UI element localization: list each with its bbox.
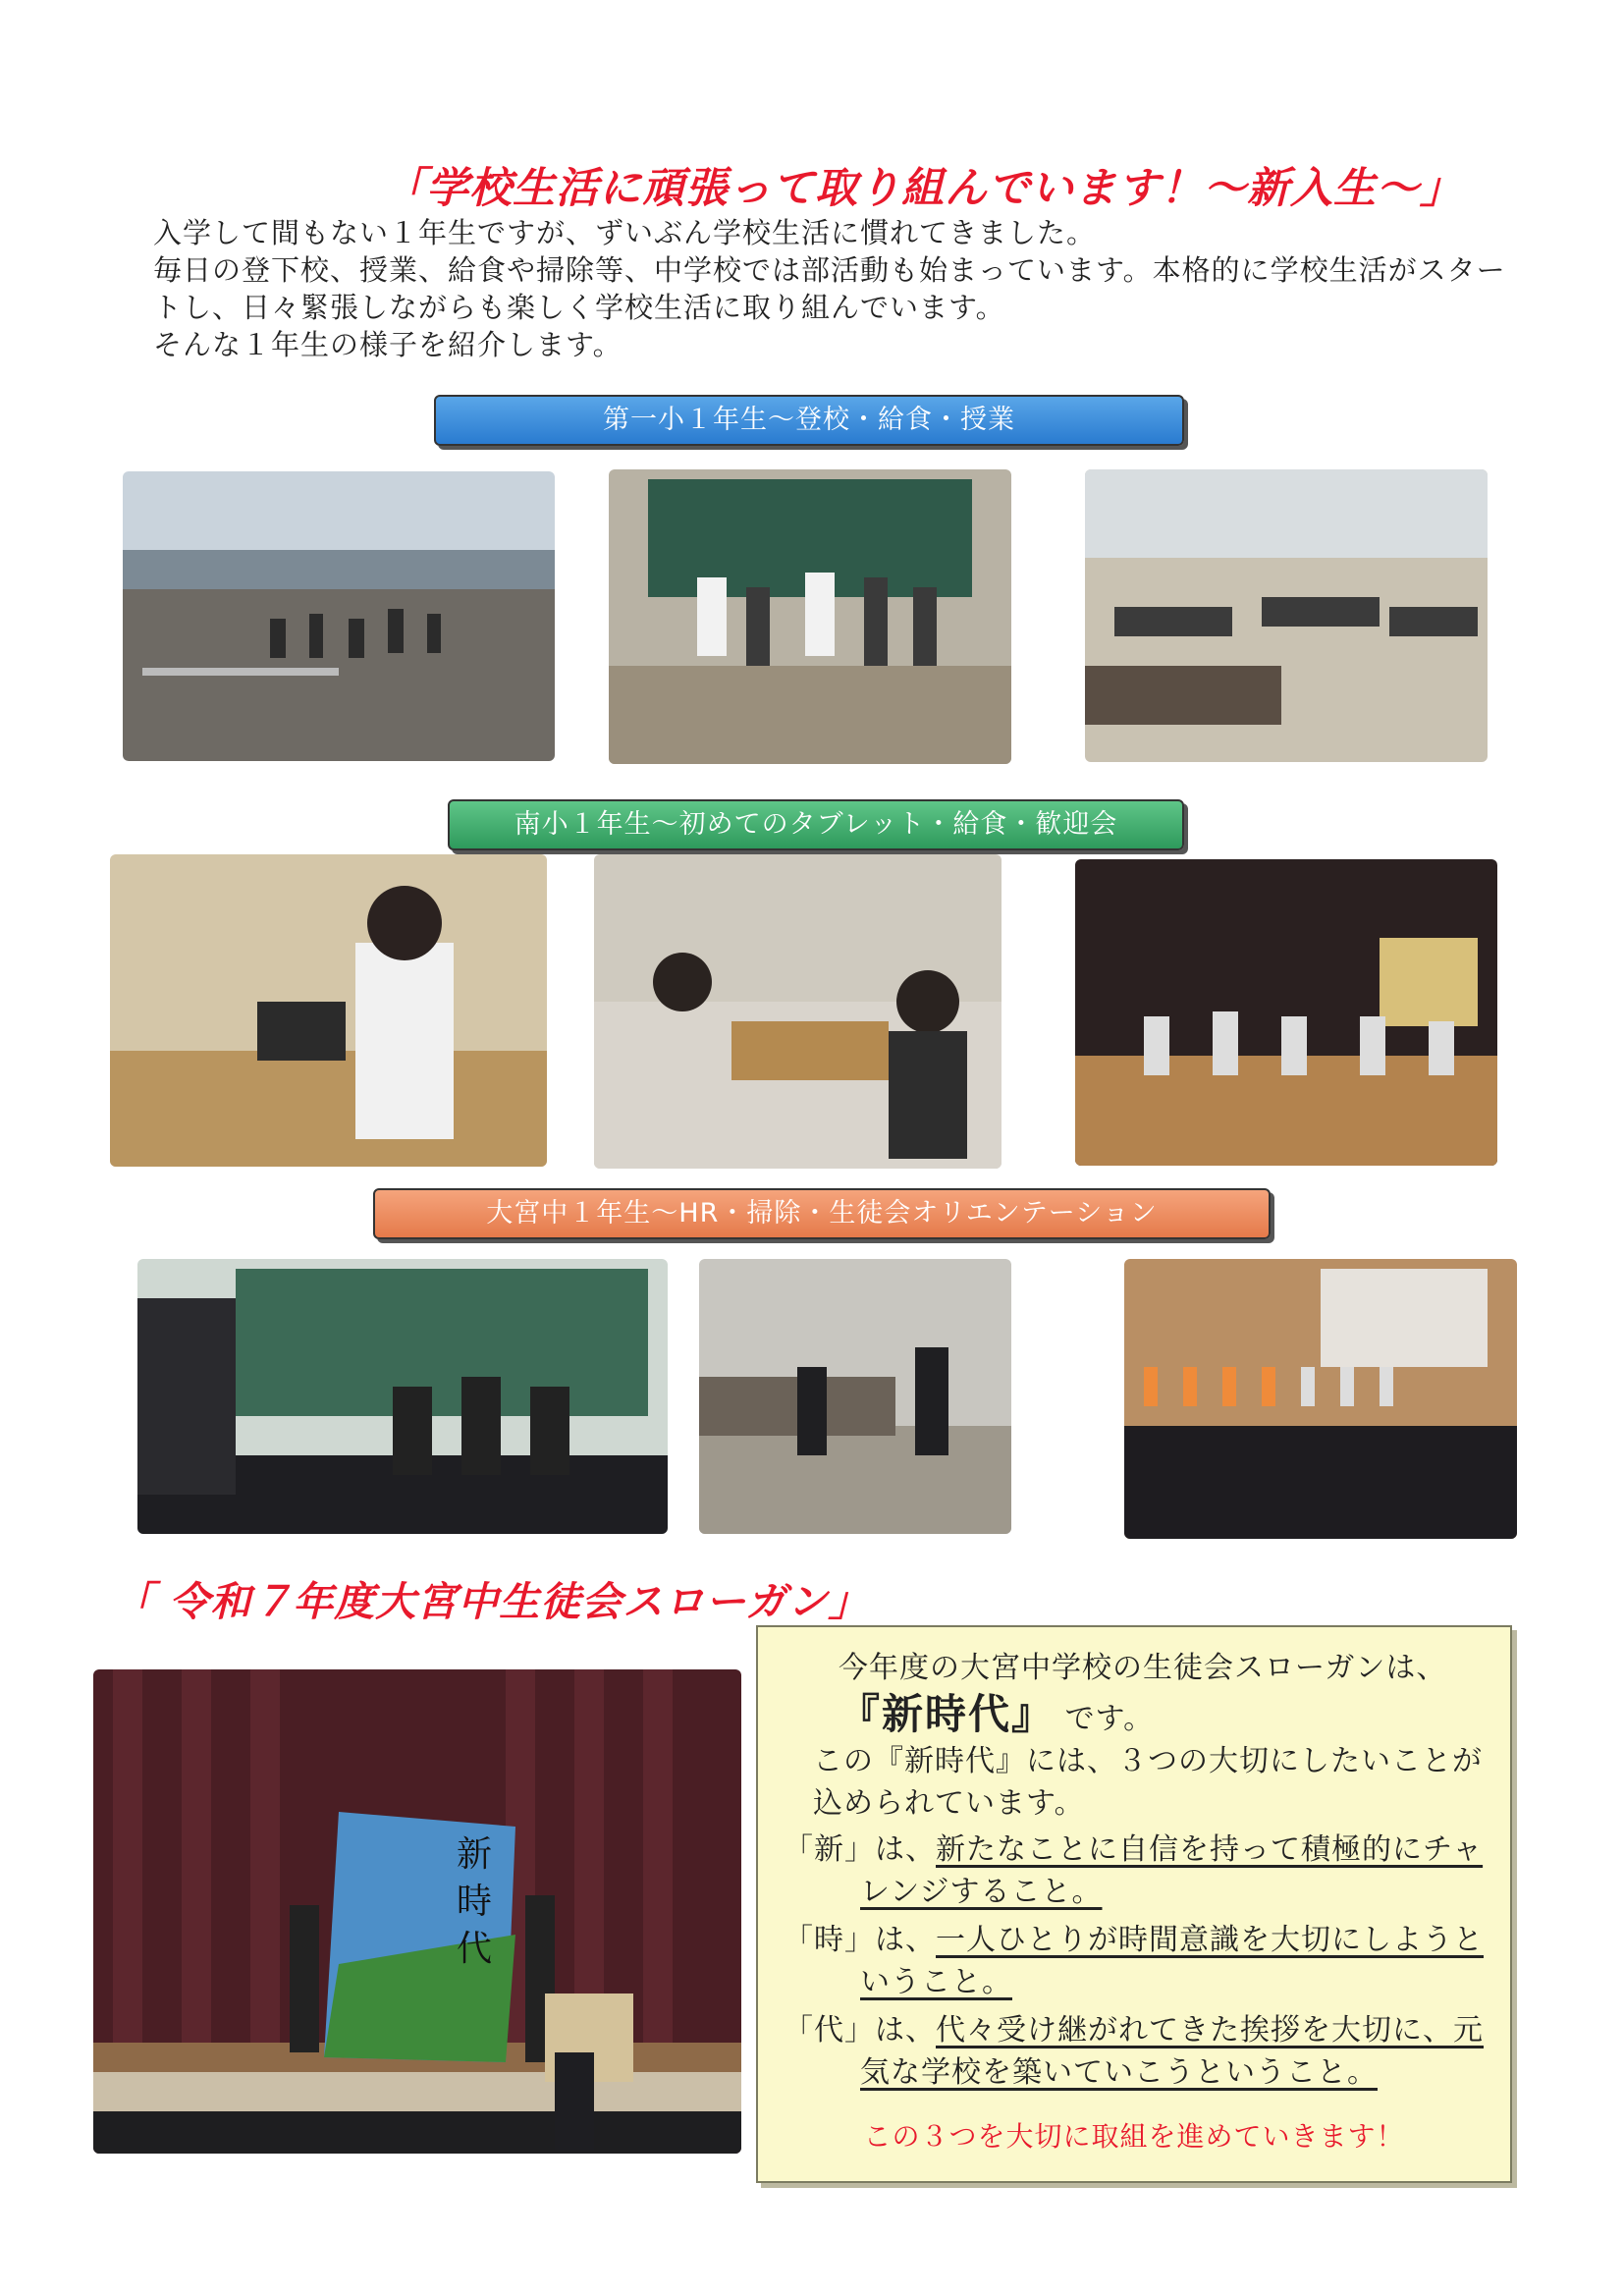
slogan-name: 『新時代』: [839, 1690, 1056, 1738]
slogan-item-text: 新たなことに自信を持って積極的にチャレンジすること。: [860, 1832, 1484, 1909]
slogan-explanation-box: [756, 1625, 1512, 2183]
photo-commute: [123, 471, 555, 761]
slogan-item-text: 一人ひとりが時間意識を大切にしようということ。: [860, 1923, 1484, 1999]
section-title-new-students: 「学校生活に頑張って取り組んでいます！～新入生～」: [383, 164, 1463, 213]
intro-text: [118, 214, 1512, 363]
photo-lunch-serving: [609, 469, 1011, 764]
photo-cleaning: [699, 1259, 1011, 1534]
intro-paragraph-1: 入学して間もない１年生ですが、ずいぶん学校生活に慣れてきました。: [153, 216, 1097, 249]
banner-omiya-junior-high: 大宮中１年生～HR・掃除・生徒会オリエンテーション: [373, 1188, 1271, 1239]
slogan-item-dai: [784, 2009, 1485, 2094]
slogan-suffix: です。: [1064, 1702, 1155, 1736]
photo-slogan-announcement: [93, 1669, 741, 2154]
photo-tablet-first-time: [110, 854, 547, 1167]
slogan-poster-text: 新時代: [457, 1834, 493, 1969]
slogan-line-1: 今年度の大宮中学校の生徒会スローガンは、: [839, 1651, 1447, 1685]
slogan-item-key: 「代」は、: [784, 2013, 936, 2048]
section-title-slogan: 「 令和７年度大宮中生徒会スローガン」: [113, 1578, 870, 1625]
intro-paragraph-3: そんな１年生の様子を紹介します。: [153, 328, 623, 361]
slogan-item-ji: [784, 1919, 1485, 2003]
photo-classroom-lesson: [1085, 469, 1488, 762]
photo-lunch-minami: [594, 854, 1001, 1169]
photo-welcome-party: [1075, 859, 1497, 1166]
slogan-item-key: 「新」は、: [784, 1832, 936, 1867]
slogan-line-3: この『新時代』には、３つの大切にしたいことが込められています。: [813, 1744, 1483, 1821]
photo-homeroom-self-intro: [137, 1259, 668, 1534]
banner-minami-elementary: 南小１年生～初めてのタブレット・給食・歓迎会: [448, 799, 1184, 850]
slogan-closing: この３つを大切に取組を進めていきます！: [863, 2120, 1405, 2153]
photo-student-council-orientation: [1124, 1259, 1517, 1539]
intro-paragraph-2: 毎日の登下校、授業、給食や掃除等、中学校では部活動も始まっています。本格的に学校生活がスタートし、日々緊張しながらも楽しく学校生活に取り組んでいます。: [153, 253, 1506, 324]
banner-daiichi-elementary: 第一小１年生～登校・給食・授業: [434, 395, 1184, 446]
slogan-item-text: 代々受け継がれてきた挨拶を大切に、元気な学校を築いていこうということ。: [860, 2013, 1484, 2090]
slogan-item-shin: [784, 1829, 1485, 1913]
slogan-item-key: 「時」は、: [784, 1923, 936, 1957]
